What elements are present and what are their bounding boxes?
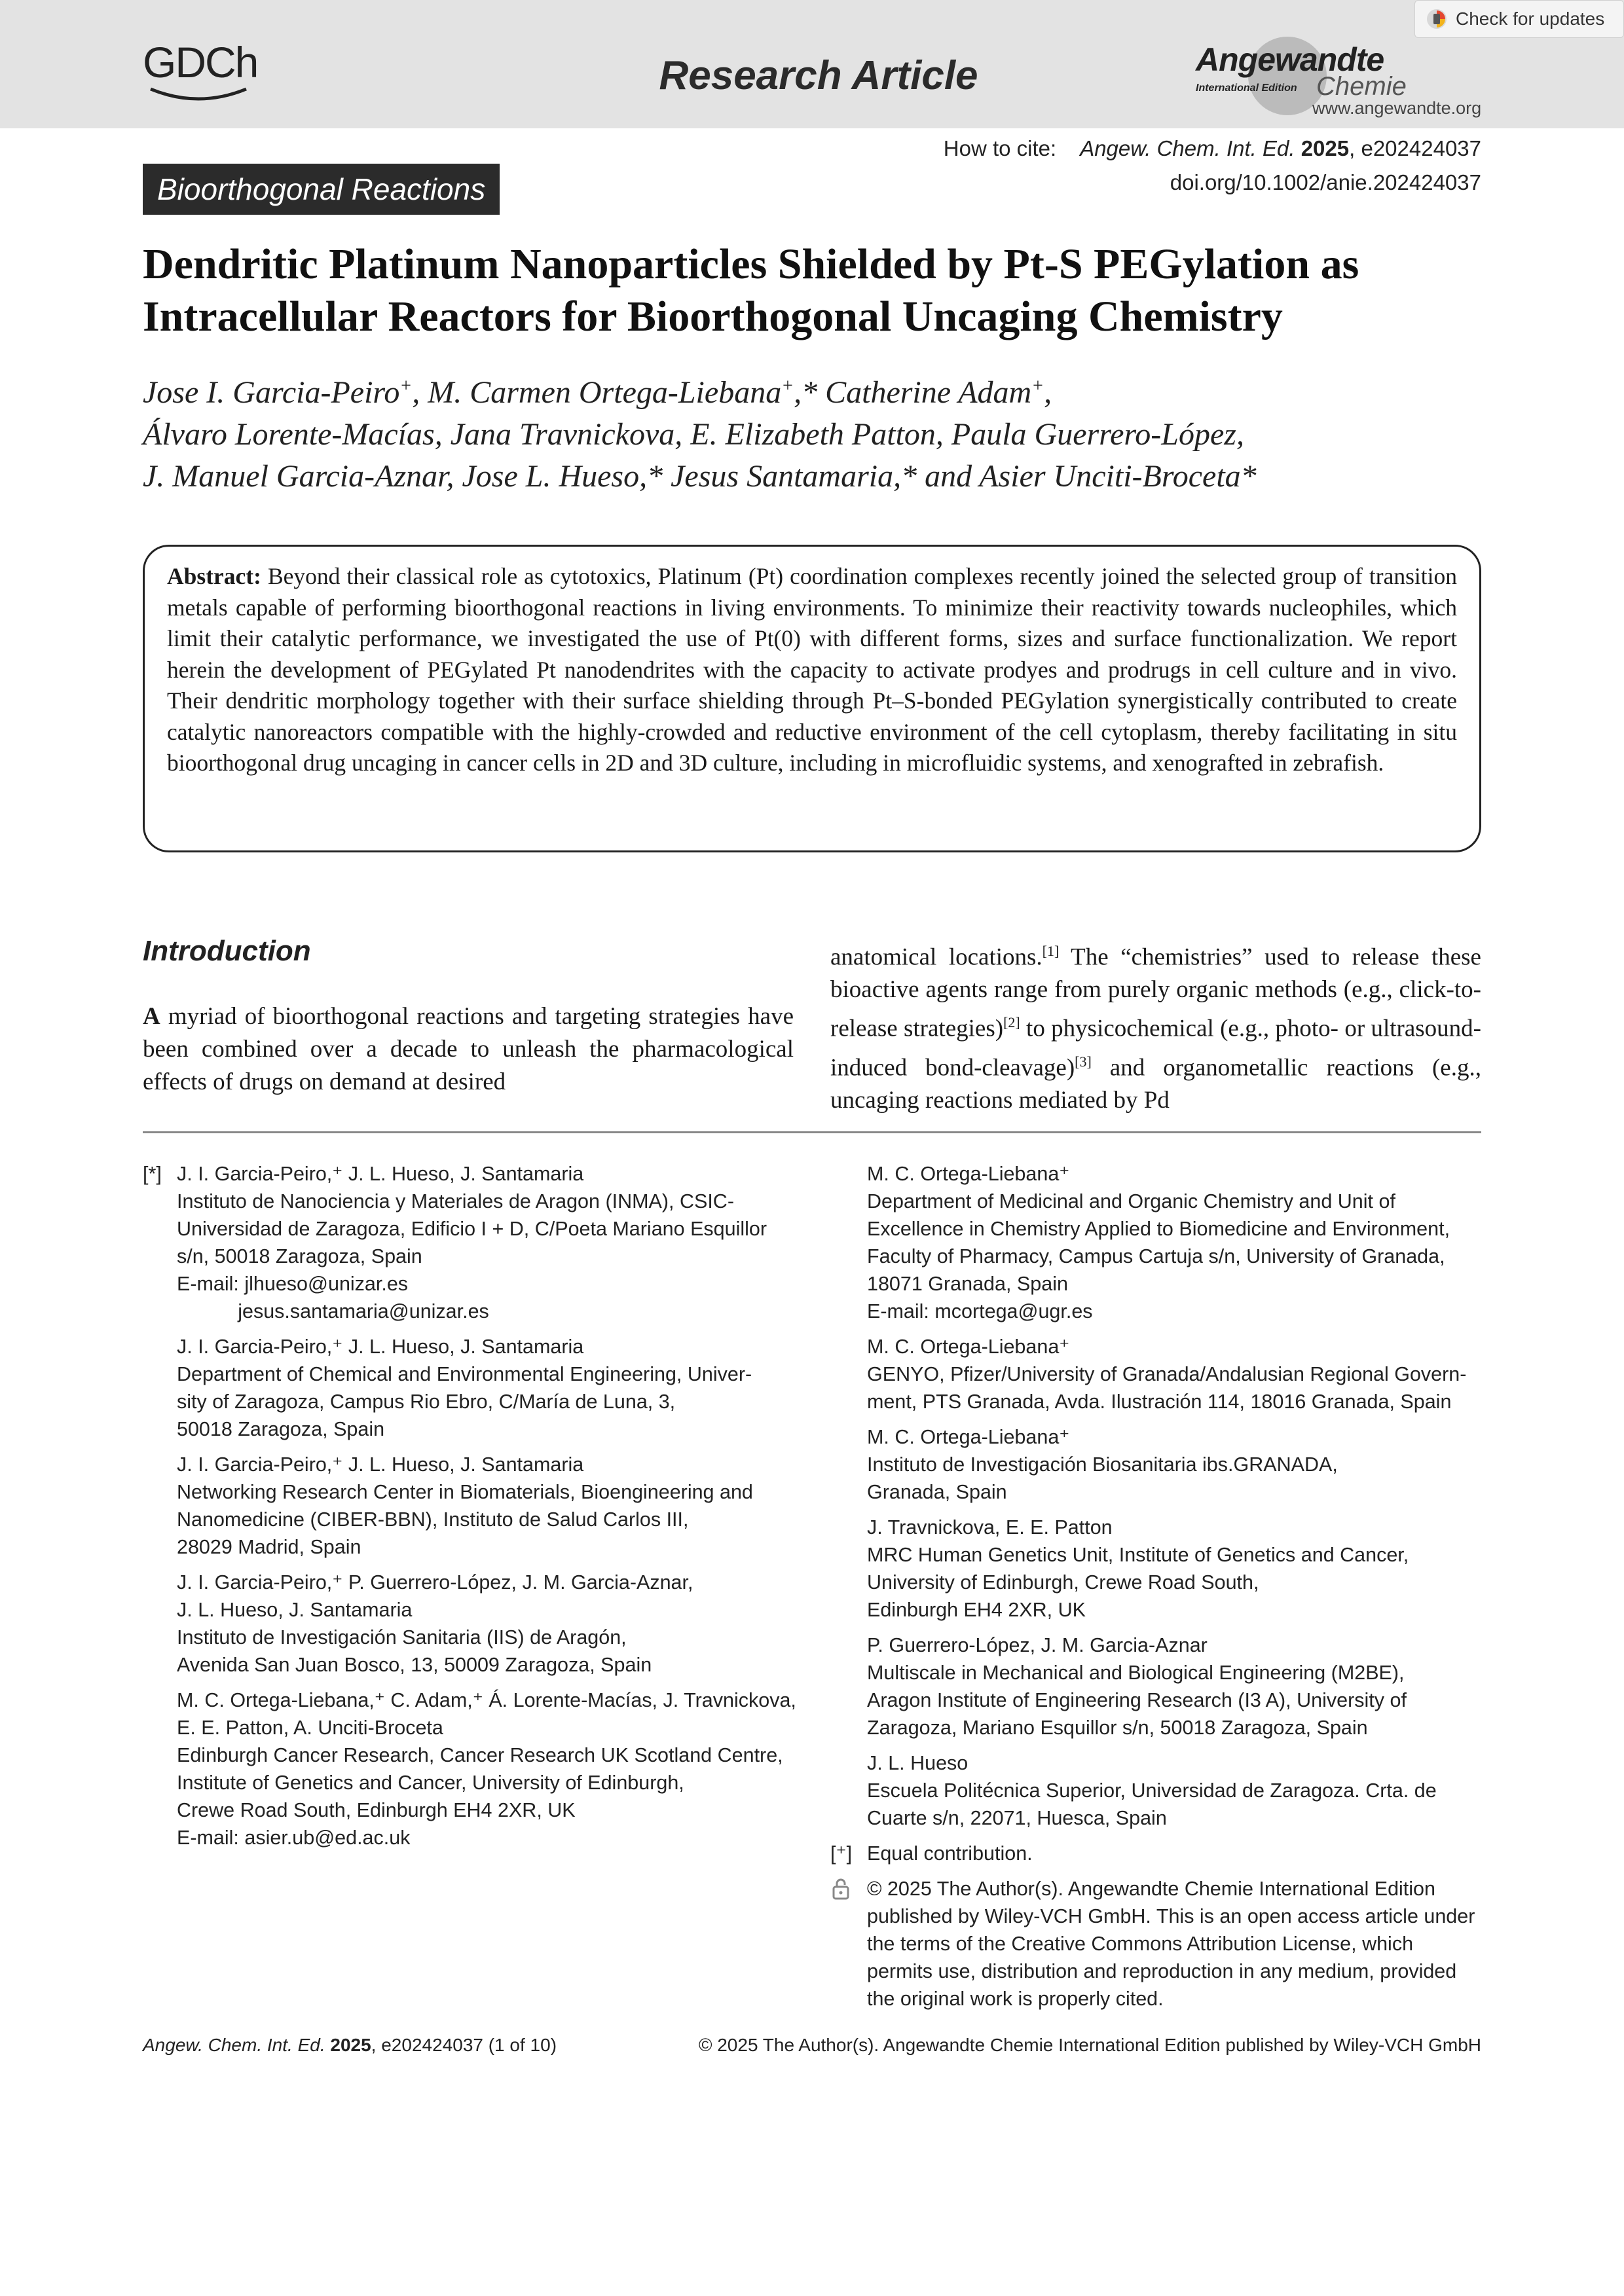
affiliation-block: J. I. Garcia-Peiro,⁺ J. L. Hueso, J. Santamaria Department of Chemical and Environmental Engineering, Univer- sity of Zaragoza, Campus Rio Ebro, C/María de Luna, 3, 50018 Zaragoza, Spain bbox=[177, 1336, 752, 1440]
affiliation-block: J. Travnickova, E. E. Patton MRC Human Genetics Unit, Institute of Genetics and Cancer, University of Edinburgh, Crewe Road South, Edinburgh EH4 2XR, UK bbox=[867, 1516, 1409, 1621]
citation-year: 2025 bbox=[1301, 136, 1350, 160]
abstract-box bbox=[143, 545, 1481, 852]
author-name: Catherine Adam bbox=[825, 375, 1032, 410]
journal-sub: Chemie bbox=[1316, 72, 1407, 101]
author-mark: + bbox=[1031, 376, 1044, 396]
gdch-logo bbox=[143, 38, 258, 106]
reference-link[interactable]: [1] bbox=[1042, 943, 1060, 959]
citation-article-id: e202424037 bbox=[1361, 136, 1481, 160]
affiliation-block: [*] J. I. Garcia-Peiro,⁺ J. L. Hueso, J. Santamaria Instituto de Nanociencia y Materiales de Aragon (INMA), CSIC- Universidad de Zaragoza, Edificio I + D, C/Poeta Mariano Esquillor s/n, 50018 Zaragoza, Spain E-mail: jlhueso@unizar.es jesus.santamaria@unizar.es bbox=[143, 1160, 798, 1325]
email-link[interactable]: E-mail: mcortega@ugr.es bbox=[867, 1300, 1093, 1322]
gdch-logo-text: GDCh bbox=[143, 38, 258, 86]
author-mark: + bbox=[399, 376, 413, 396]
citation-journal: Angew. Chem. Int. Ed. bbox=[1080, 136, 1295, 160]
drop-initial: A bbox=[143, 1003, 160, 1030]
author-mark: + bbox=[781, 376, 794, 396]
email-link[interactable]: E-mail: jlhueso@unizar.es bbox=[177, 1273, 409, 1295]
affiliations-right bbox=[830, 1160, 1485, 2020]
gdch-logo-swoosh-icon bbox=[149, 86, 248, 103]
reference-link[interactable]: [3] bbox=[1075, 1053, 1092, 1070]
check-updates-icon bbox=[1426, 8, 1448, 30]
footer-copyright: © 2025 The Author(s). Angewandte Chemie International Edition published by Wiley-VCH GmbH bbox=[698, 2035, 1481, 2055]
author-list bbox=[143, 365, 1481, 498]
author-line-3: J. Manuel Garcia-Aznar, Jose L. Hueso,* Jesus Santamaria,* and Asier Unciti-Broceta* bbox=[143, 459, 1257, 494]
journal-edition: International Edition bbox=[1196, 82, 1297, 94]
footer-citation: Angew. Chem. Int. Ed. 2025, e202424037 (1 of 10) bbox=[143, 2035, 557, 2055]
abstract-text: Beyond their classical role as cytotoxics, Platinum (Pt) coordination complexes recently joined the selected group of transition metals capable of performing bioorthogonal reactions in living environments. To minimize their reactivity towards nucleophiles, which limit their catalytic performance, we investigated the use of Pt(0) with different forms, sizes and surface functionalization. We report herein the development of PEGylated Pt nanodendrites with the capacity to activate prodyes and prodrugs in cell culture and in vivo. Their dendritic morphology together with their surface shielding through Pt–S-bonded PEGylation synergistically contributed to create catalytic nanoreactors compatible with the highly-crowded and reductive environment of the cell cytoplasm, thereby facilitating in situ bioorthogonal drug uncaging in cancer cells in 2D and 3D culture, including in microfluidic systems, and xenografted in zebrafish. bbox=[167, 563, 1457, 776]
journal-url[interactable]: www.angewandte.org bbox=[1312, 98, 1482, 118]
affiliation-block: P. Guerrero-López, J. M. Garcia-Aznar Multiscale in Mechanical and Biological Engineering (M2BE), Aragon Institute of Engineering Research (I3 A), University of Zaragoza, Mariano Esquillor s/n, 50018 Zaragoza, Spain bbox=[867, 1634, 1407, 1739]
affiliation-block: M. C. Ortega-Liebana⁺ Instituto de Investigación Biosanitaria ibs.GRANADA, Granada, Spain bbox=[867, 1426, 1338, 1503]
author-name: M. Carmen Ortega-Liebana bbox=[428, 375, 782, 410]
affiliation-block: J. I. Garcia-Peiro,⁺ J. L. Hueso, J. Santamaria Networking Research Center in Biomaterials, Bioengineering and Nanomedicine (CIBER-BBN), Instituto de Salud Carlos III, 28029 Madrid, Spain bbox=[177, 1453, 753, 1558]
citation-line: How to cite: Angew. Chem. Int. Ed. 2025, e202424037 bbox=[943, 136, 1481, 160]
divider bbox=[143, 1131, 1481, 1133]
open-access-lock-icon bbox=[832, 1878, 850, 1900]
affiliation-block: J. I. Garcia-Peiro,⁺ P. Guerrero-López, J. M. Garcia-Aznar, J. L. Hueso, J. Santamaria Instituto de Investigación Sanitaria (IIS) de Aragón, Avenida San Juan Bosco, 13, 50009 Zaragoza, Spain bbox=[177, 1571, 693, 1676]
citation-label: How to cite: bbox=[943, 136, 1057, 160]
footer-year: 2025 bbox=[330, 2035, 371, 2055]
email-link[interactable]: jesus.santamaria@unizar.es bbox=[177, 1300, 489, 1322]
footer-journal: Angew. Chem. Int. Ed. bbox=[143, 2035, 325, 2055]
footer-page-info: e202424037 (1 of 10) bbox=[381, 2035, 557, 2055]
check-updates-label: Check for updates bbox=[1456, 9, 1605, 29]
section-heading-introduction: Introduction bbox=[143, 935, 311, 967]
open-access-note: © 2025 The Author(s). Angewandte Chemie International Edition published by Wiley-VCH GmbH. This is an open access article under the terms of the Creative Commons Attribution License, which permits use, distribution and reproduction in any medium, provided the original work is properly cited. bbox=[830, 1875, 1485, 2013]
affiliation-block: M. C. Ortega-Liebana,⁺ C. Adam,⁺ Á. Lorente-Macías, J. Travnickova, E. E. Patton, A. Unciti-Broceta Edinburgh Cancer Research, Cancer Research UK Scotland Centre, Institute of Genetics and Cancer, University of Edinburgh, Crewe Road South, Edinburgh EH4 2XR, UK E-mail: asier.ub@ed.ac.uk bbox=[143, 1686, 798, 1851]
author-name: Jose I. Garcia-Peiro bbox=[143, 375, 400, 410]
equal-contribution-note: [⁺] Equal contribution. bbox=[830, 1840, 1485, 1867]
affiliation-block: M. C. Ortega-Liebana⁺ GENYO, Pfizer/University of Granada/Andalusian Regional Govern- ment, PTS Granada, Avda. Ilustración 114, 18016 Granada, Spain bbox=[867, 1336, 1467, 1413]
check-updates-button[interactable] bbox=[1414, 0, 1624, 38]
intro-paragraph-start: myriad of bioorthogonal reactions and targeting strategies have been combined over a decade to unleash the pharmacological effects of drugs on demand at desired bbox=[143, 1003, 794, 1095]
email-link[interactable]: E-mail: asier.ub@ed.ac.uk bbox=[177, 1827, 411, 1849]
affiliations-left bbox=[143, 1160, 798, 1859]
journal-name: Angewandte bbox=[1196, 41, 1384, 78]
author-line-1: Jose I. Garcia-Peiro+, M. Carmen Ortega-Liebana+,* Catherine Adam+, bbox=[143, 375, 1052, 410]
category-badge: Bioorthogonal Reactions bbox=[143, 164, 500, 215]
author-line-2: Álvaro Lorente-Macías, Jana Travnickova, E. Elizabeth Patton, Paula Guerrero-López, bbox=[143, 417, 1244, 452]
body-text-right: anatomical locations.[1] The “chemistries” used to release these bioactive agents range from purely organic methods (e.g., click-to-release strategies)[2] to physicochemical (e.g., photo- or ultrasound-induced bond-cleavage)[3] and organometallic reactions (e.g., uncaging reactions mediated by Pd bbox=[830, 943, 1481, 1114]
article-type: Research Article bbox=[659, 53, 978, 98]
corresponding-marker: [*] bbox=[143, 1163, 162, 1185]
body-text-left bbox=[143, 1000, 794, 1099]
affiliation-block: M. C. Ortega-Liebana⁺ Department of Medicinal and Organic Chemistry and Unit of Excellence in Chemistry Applied to Biomedicine and Environment, Faculty of Pharmacy, Campus Cartuja s/n, University of Granada, 18071 Granada, Spain E-mail: mcortega@ugr.es bbox=[830, 1160, 1485, 1325]
reference-link[interactable]: [2] bbox=[1003, 1014, 1020, 1031]
equal-contribution-marker: [⁺] bbox=[830, 1842, 853, 1865]
abstract-label: Abstract: bbox=[167, 563, 261, 589]
doi-link[interactable]: doi.org/10.1002/anie.202424037 bbox=[1170, 170, 1481, 194]
article-title: Dendritic Platinum Nanoparticles Shielded by Pt-S PEGylation as Intracellular Reactors for Bioorthogonal Uncaging Chemistry bbox=[143, 240, 1359, 340]
affiliation-block: J. L. Hueso Escuela Politécnica Superior, Universidad de Zaragoza. Crta. de Cuarte s/n, 22071, Huesca, Spain bbox=[867, 1752, 1437, 1829]
